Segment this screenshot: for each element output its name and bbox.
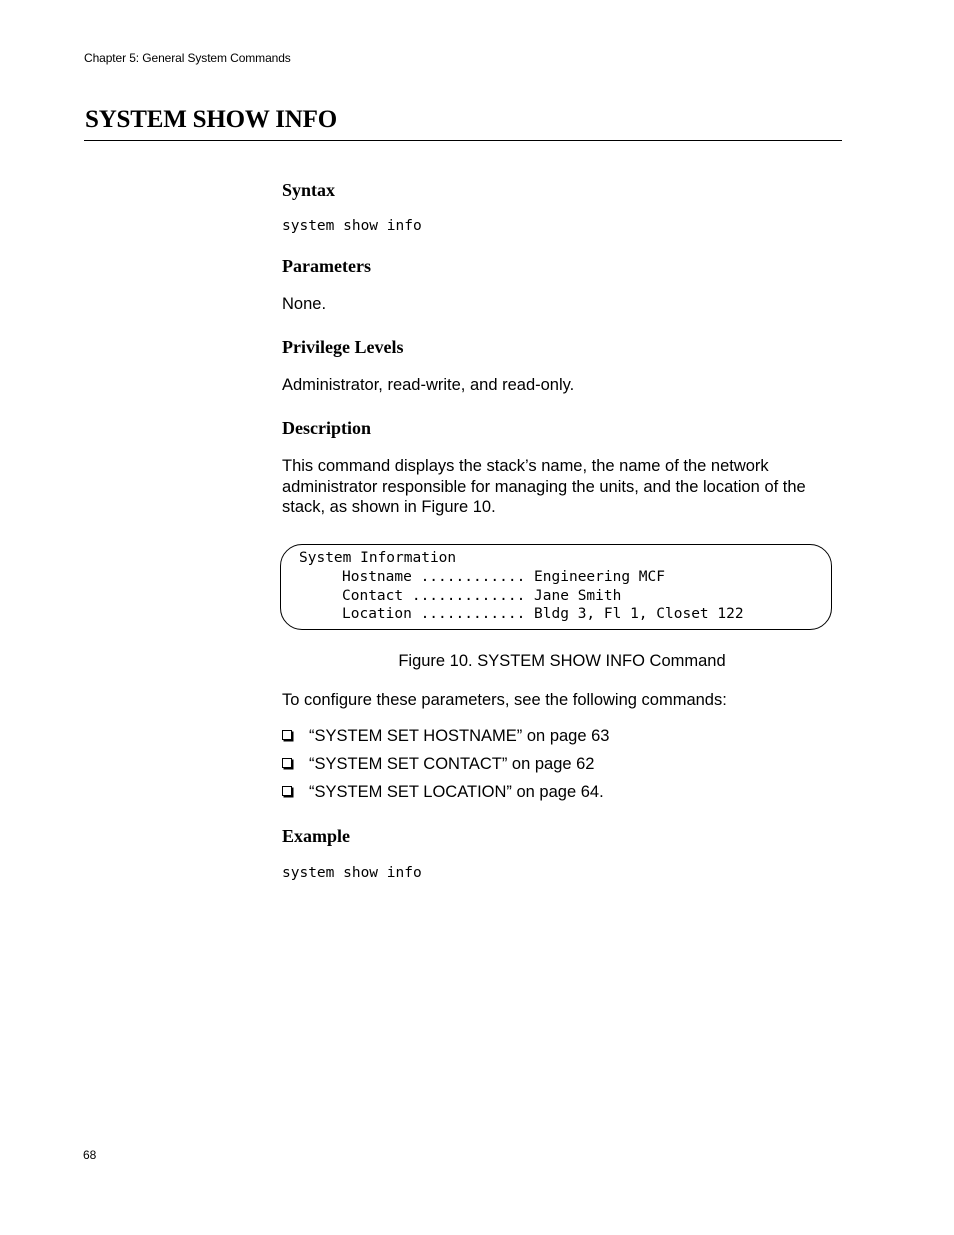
figure-line-contact: Contact ............. Jane Smith — [342, 588, 622, 604]
privilege-heading: Privilege Levels — [282, 337, 404, 357]
list-item-link[interactable]: “SYSTEM SET CONTACT” on page 62 — [309, 755, 595, 773]
figure-line-location: Location ............ Bldg 3, Fl 1, Closet 122 — [342, 606, 744, 622]
page-title: SYSTEM SHOW INFO — [85, 106, 337, 133]
list-item-link[interactable]: “SYSTEM SET LOCATION” on page 64. — [309, 783, 604, 801]
checkbox-square-icon — [282, 786, 292, 796]
running-head: Chapter 5: General System Commands — [84, 51, 291, 65]
list-item-link[interactable]: “SYSTEM SET HOSTNAME” on page 63 — [309, 727, 610, 745]
parameters-text: None. — [282, 295, 327, 313]
description-heading: Description — [282, 418, 371, 438]
syntax-heading: Syntax — [282, 180, 336, 200]
example-heading: Example — [282, 826, 351, 846]
parameters-heading: Parameters — [282, 256, 371, 276]
checkbox-square-icon — [282, 758, 292, 768]
list-item — [282, 783, 604, 802]
list-item — [282, 755, 594, 774]
figure-line-header: System Information — [299, 550, 457, 566]
checkbox-square-icon — [282, 730, 292, 740]
figure-caption: Figure 10. SYSTEM SHOW INFO Command — [398, 652, 726, 670]
configure-intro: To configure these parameters, see the following commands: — [282, 691, 727, 709]
figure-output-box — [280, 544, 832, 630]
example-code: system show info — [282, 865, 422, 881]
page-number: 68 — [83, 1148, 97, 1162]
figure-line-hostname: Hostname ............ Engineering MCF — [342, 569, 666, 585]
title-rule — [84, 140, 842, 141]
privilege-text: Administrator, read-write, and read-only. — [282, 376, 575, 394]
syntax-code: system show info — [282, 218, 422, 234]
description-text: This command displays the stack’s name, the name of the network administrator responsible for managing the units, and the location of the stack, as shown in Figure 10. — [282, 457, 806, 516]
list-item — [282, 727, 609, 746]
